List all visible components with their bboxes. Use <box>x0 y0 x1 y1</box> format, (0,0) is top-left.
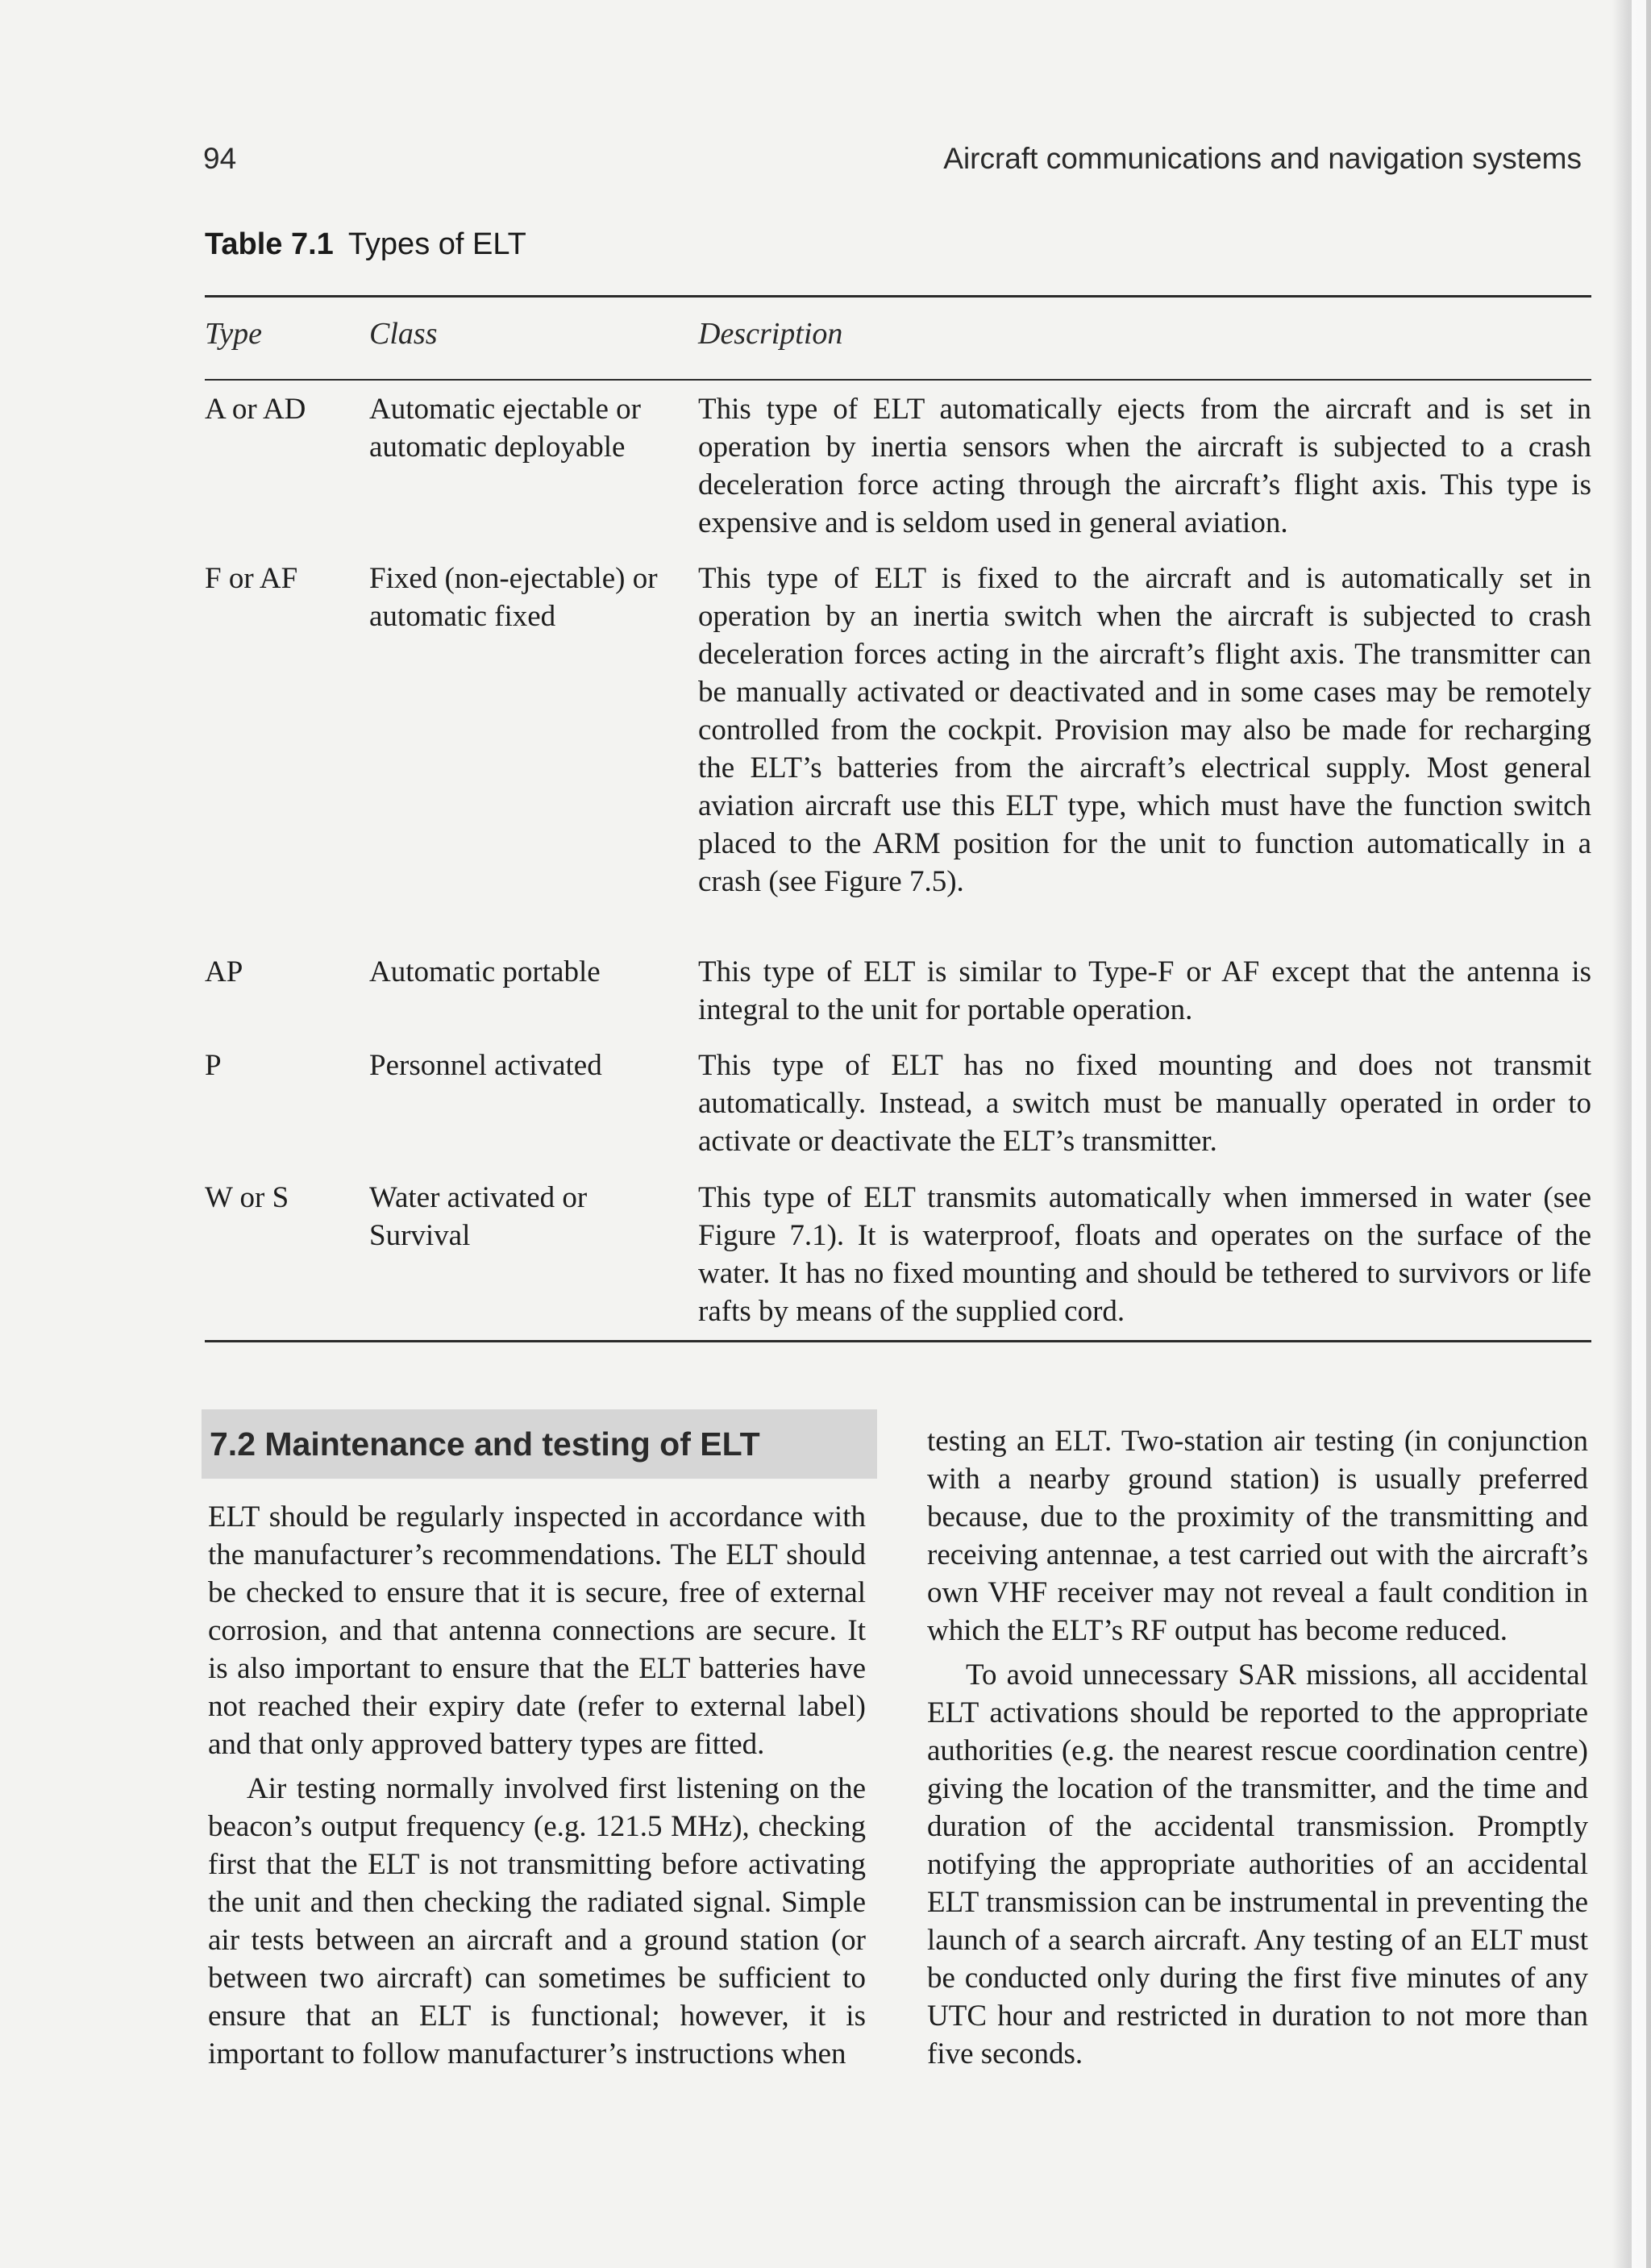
table-cell-class: Water activated or Survival <box>369 1181 588 1252</box>
body-paragraph: Air testing normally involved first listening on the beacon’s output frequency (e.g. 121.5 MHz), checking first that the ELT is not transmitting before activating the unit and then checking the radiated signal. Simple air tests between an aircraft and a ground station (or between two aircraft) can sometimes be sufficient to ensure that an ELT is functional; however, it is important to follow manufacturer’s instructions when <box>208 1772 866 2070</box>
table-top-rule <box>205 295 1591 298</box>
table-cell-description: This type of ELT automatically ejects from the aircraft and is set in operation by inertia sensors when the aircraft is subjected to a crash deceleration force acting through the aircraft’s flight axis. This type is expensive and is seldom used in general aviation. <box>698 393 1591 539</box>
table-header-type: Type <box>205 317 263 351</box>
body-paragraph: testing an ELT. Two-station air testing (in conjunction with a nearby ground station) is usually preferred because, due to the proximity of the transmitting and receiving antennae, a test carried out with the aircraft’s own VHF receiver may not reveal a fault condition in which the ELT’s RF output has become reduced. <box>927 1425 1588 1647</box>
table-cell-class: Automatic ejectable or automatic deployable <box>369 393 641 464</box>
left-text-column <box>208 1498 866 2079</box>
table-cell-type: W or S <box>205 1181 289 1214</box>
table-cell-type: F or AF <box>205 562 298 595</box>
table-bottom-rule <box>205 1340 1591 1342</box>
table-caption-label: Table 7.1 <box>205 227 334 261</box>
table-header-description: Description <box>698 317 843 351</box>
table-cell-description: This type of ELT has no fixed mounting and does not transmit automatically. Instead, a switch must be manually operated in order to activate or deactivate the ELT’s transmitter. <box>698 1049 1591 1158</box>
table-cell-type: P <box>205 1049 222 1082</box>
table-cell-description: This type of ELT is fixed to the aircraft and is automatically set in operation by an inertia switch when the aircraft is subjected to crash deceleration forces acting in the aircraft’s flight axis. The transmitter can be manually activated or deactivated and in some cases may be remotely controlled from the cockpit. Provision may also be made for recharging the ELT’s batteries from the aircraft’s electrical supply. Most general aviation aircraft use this ELT type, which must have the function switch placed to the ARM position for the unit to function automatically in a crash (see Figure 7.5). <box>698 562 1591 898</box>
table-caption <box>205 227 526 262</box>
table-cell-class: Automatic portable <box>369 955 601 988</box>
body-paragraph: To avoid unnecessary SAR missions, all accidental ELT activations should be reported to the appropriate authorities (e.g. the nearest rescue coordination centre) giving the location of the transmitter, and the time and duration of the accidental transmission. Promptly notifying the appropriate authorities of an accidental ELT transmission can be instrumental in preventing the launch of a search aircraft. Any testing of an ELT must be conducted only during the first five minutes of any UTC hour and restricted in duration to not more than five seconds. <box>927 1658 1588 2070</box>
table-cell-description: This type of ELT transmits automatically when immersed in water (see Figure 7.1). It is waterproof, floats and operates on the surface of the water. It has no fixed mounting and should be tethered to survivors or life rafts by means of the supplied cord. <box>698 1181 1591 1328</box>
table-header-rule <box>205 379 1591 381</box>
right-text-column <box>927 1422 1588 2079</box>
book-title: Aircraft communications and navigation systems <box>943 142 1582 175</box>
table-cell-type: AP <box>205 955 243 988</box>
body-paragraph: ELT should be regularly inspected in accordance with the manufacturer’s recommendations. The ELT should be checked to ensure that it is secure, free of external corrosion, and that antenna connections are secure. It is also important to ensure that the ELT batteries have not reached their expiry date (refer to external label) and that only approved battery types are fitted. <box>208 1500 866 1761</box>
running-head <box>203 137 1582 185</box>
table-cell-type: A or AD <box>205 393 306 426</box>
table-cell-class: Personnel activated <box>369 1049 602 1082</box>
table-caption-title: Types of ELT <box>347 227 526 261</box>
table-cell-description: This type of ELT is similar to Type-F or AF except that the antenna is integral to the unit for portable operation. <box>698 955 1591 1026</box>
section-heading: 7.2 Maintenance and testing of ELT <box>202 1409 877 1479</box>
table-cell-class: Fixed (non-ejectable) or automatic fixed <box>369 562 658 633</box>
table-header-class: Class <box>369 317 438 351</box>
page-edge-bar <box>1632 0 1646 2268</box>
page-number: 94 <box>203 142 237 175</box>
